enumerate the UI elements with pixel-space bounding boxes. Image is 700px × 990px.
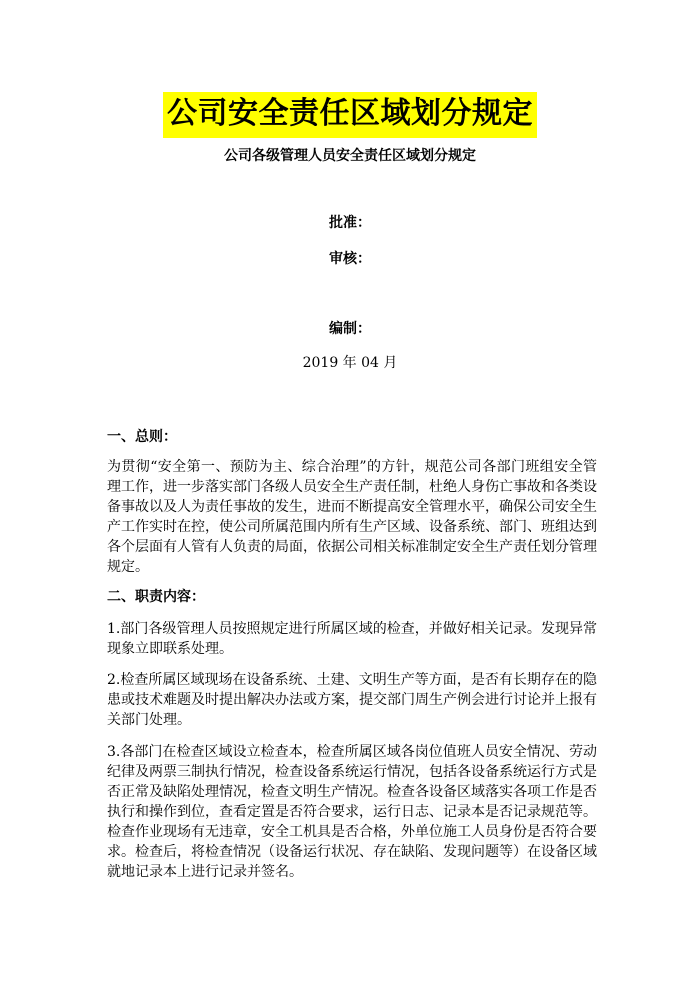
approval-label: 批准： <box>329 215 371 231</box>
section-heading-duties: 二、职责内容： <box>107 589 205 605</box>
document-date: 2019 年 04 月 <box>302 355 398 371</box>
paragraph-duty-3: 3.各部门在检查区域设立检查本，检查所属区域各岗位值班人员安全情况、劳动纪律及两票三制执行情况，检查设备系统运行情况，包括各设备系统运行方式是否正常及缺陷处理情况，检查文明生产情况。检查各设备区域落实各项工作是否执行和操作到位，查看定置是否符合要求，运行日志、记录本是否记录规范等。检查作业现场有无违章，安全工机具是否合格，外单位施工人员身份是否符合要求。检查后，将检查情况（设备运行状况、存在缺陷、发现问题等）在设备区域就地记录本上进行记录并签名。 <box>107 744 597 880</box>
subtitle: 公司各级管理人员安全责任区域划分规定 <box>224 148 476 164</box>
paragraph-general: 为贯彻“安全第一、预防为主、综合治理”的方针，规范公司各部门班组安全管理工作，进一步落实部门各级人员安全生产责任制，杜绝人身伤亡事故和各类设备事故以及人为责任事故的发生，进而不断提高安全管理水平，确保公司安全生产工作实时在控，使公司所属范围内所有生产区域、设备系统、部门、班组达到各个层面有人管有人负责的局面，依据公司相关标准制定安全生产责任划分管理规定。 <box>107 459 597 575</box>
paragraph-duty-2: 2.检查所属区域现场在设备系统、土建、文明生产等方面，是否有长期存在的隐患或技术难题及时提出解决办法或方案，提交部门周生产例会进行讨论并上报有关部门处理。 <box>107 672 597 728</box>
paragraph-duty-1: 1.部门各级管理人员按照规定进行所属区域的检查，并做好相关记录。发现异常现象立即联系处理。 <box>107 621 597 657</box>
section-heading-general: 一、总则： <box>107 429 177 445</box>
review-label: 审核： <box>329 251 371 267</box>
compile-label: 编制： <box>329 321 371 337</box>
main-title-container <box>0 92 700 138</box>
main-title: 公司安全责任区域划分规定 <box>163 92 537 138</box>
